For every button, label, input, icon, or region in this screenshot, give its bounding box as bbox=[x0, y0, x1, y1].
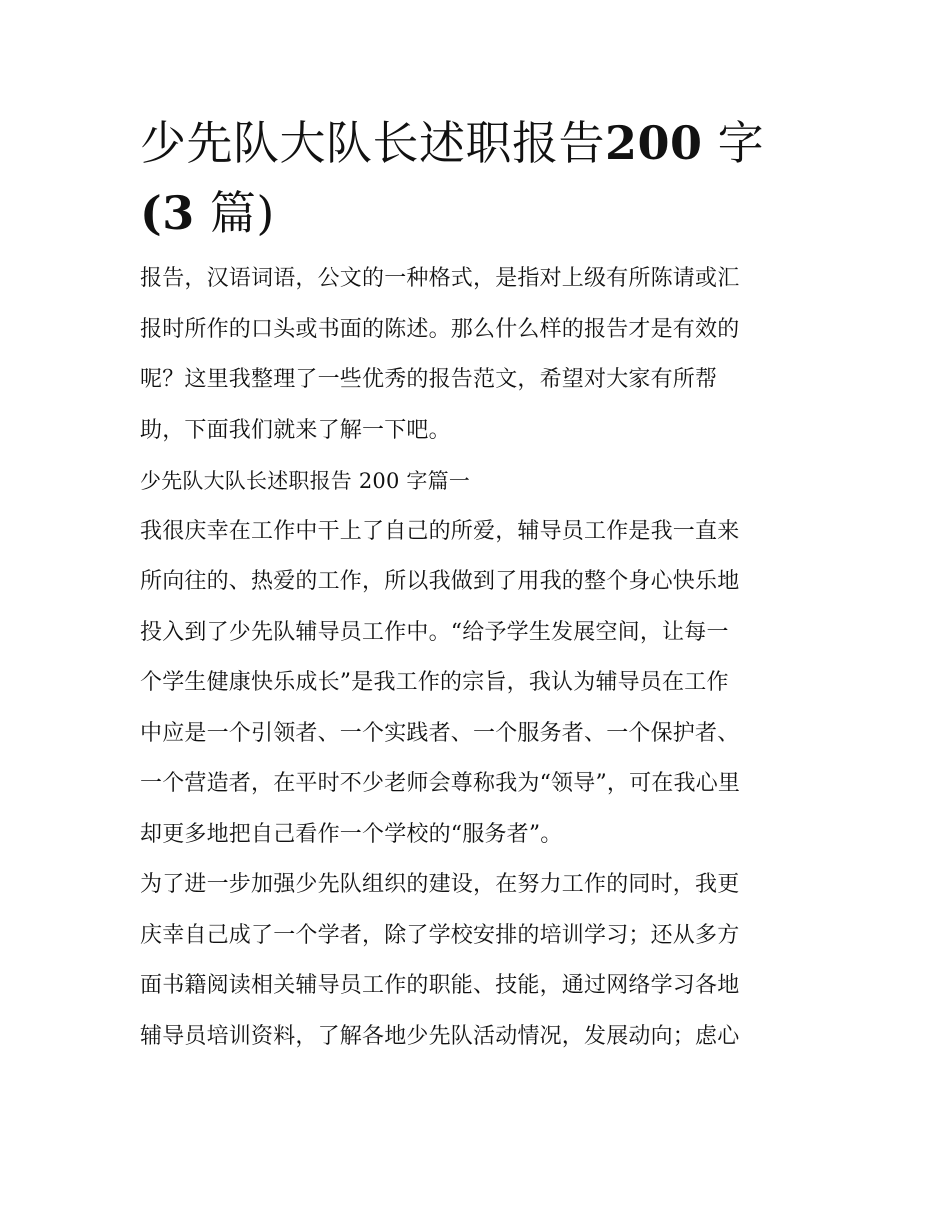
intro-line: 助，下面我们就来了解一下吧。 bbox=[140, 417, 451, 443]
paragraph-line: 中应是一个引领者、一个实践者、一个服务者、一个保护者、 bbox=[140, 720, 740, 746]
title-count-suffix: 篇) bbox=[194, 186, 275, 240]
title-text: 少先队大队长述职报告 bbox=[140, 116, 605, 170]
title-count: (3 bbox=[140, 186, 195, 240]
intro-paragraph bbox=[140, 254, 820, 456]
document-page bbox=[140, 108, 820, 1062]
intro-line: 呢？这里我整理了一些优秀的报告范文，希望对大家有所帮 bbox=[140, 367, 718, 392]
paragraph-line: 面书籍阅读相关辅导员工作的职能、技能，通过网络学习各地 bbox=[140, 973, 740, 998]
title-unit: 字 bbox=[702, 116, 765, 170]
paragraph-line: 辅导员培训资料，了解各地少先队活动情况，发展动向；虑心 bbox=[140, 1023, 740, 1049]
intro-line: 报时所作的口头或书面的陈述。那么什么样的报告才是有效的 bbox=[140, 316, 740, 342]
section-heading: 少先队大队长述职报告 200 字篇一 bbox=[140, 469, 471, 493]
paragraph-line: 我很庆幸在工作中干上了自己的所爱，辅导员工作是我一直来 bbox=[140, 518, 740, 544]
paragraph-line: 庆幸自己成了一个学者，除了学校安排的培训学习；还从多方 bbox=[140, 922, 740, 948]
paragraph-line: 一个营造者，在平时不少老师会尊称我为“领导”，可在我心里 bbox=[140, 771, 741, 796]
title-line-1 bbox=[140, 108, 820, 178]
paragraph-line: 投入到了少先队辅导员工作中。“给予学生发展空间，让每一 bbox=[140, 619, 729, 645]
paragraph-line: 个学生健康快乐成长”是我工作的宗旨，我认为辅导员在工作 bbox=[140, 670, 729, 695]
document-title bbox=[140, 108, 820, 248]
paragraph-line: 为了进一步加强少先队组织的建设，在努力工作的同时，我更 bbox=[140, 872, 740, 897]
intro-line: 报告，汉语词语，公文的一种格式，是指对上级有所陈请或汇 bbox=[140, 266, 740, 291]
body-paragraph-2 bbox=[140, 860, 820, 1062]
paragraph-line: 却更多地把自己看作一个学校的“服务者”。 bbox=[140, 821, 563, 847]
body-paragraph-1 bbox=[140, 507, 820, 861]
paragraph-line: 所向往的、热爱的工作，所以我做到了用我的整个身心快乐地 bbox=[140, 569, 740, 594]
title-number: 200 bbox=[605, 116, 703, 170]
title-line-2 bbox=[140, 178, 820, 248]
